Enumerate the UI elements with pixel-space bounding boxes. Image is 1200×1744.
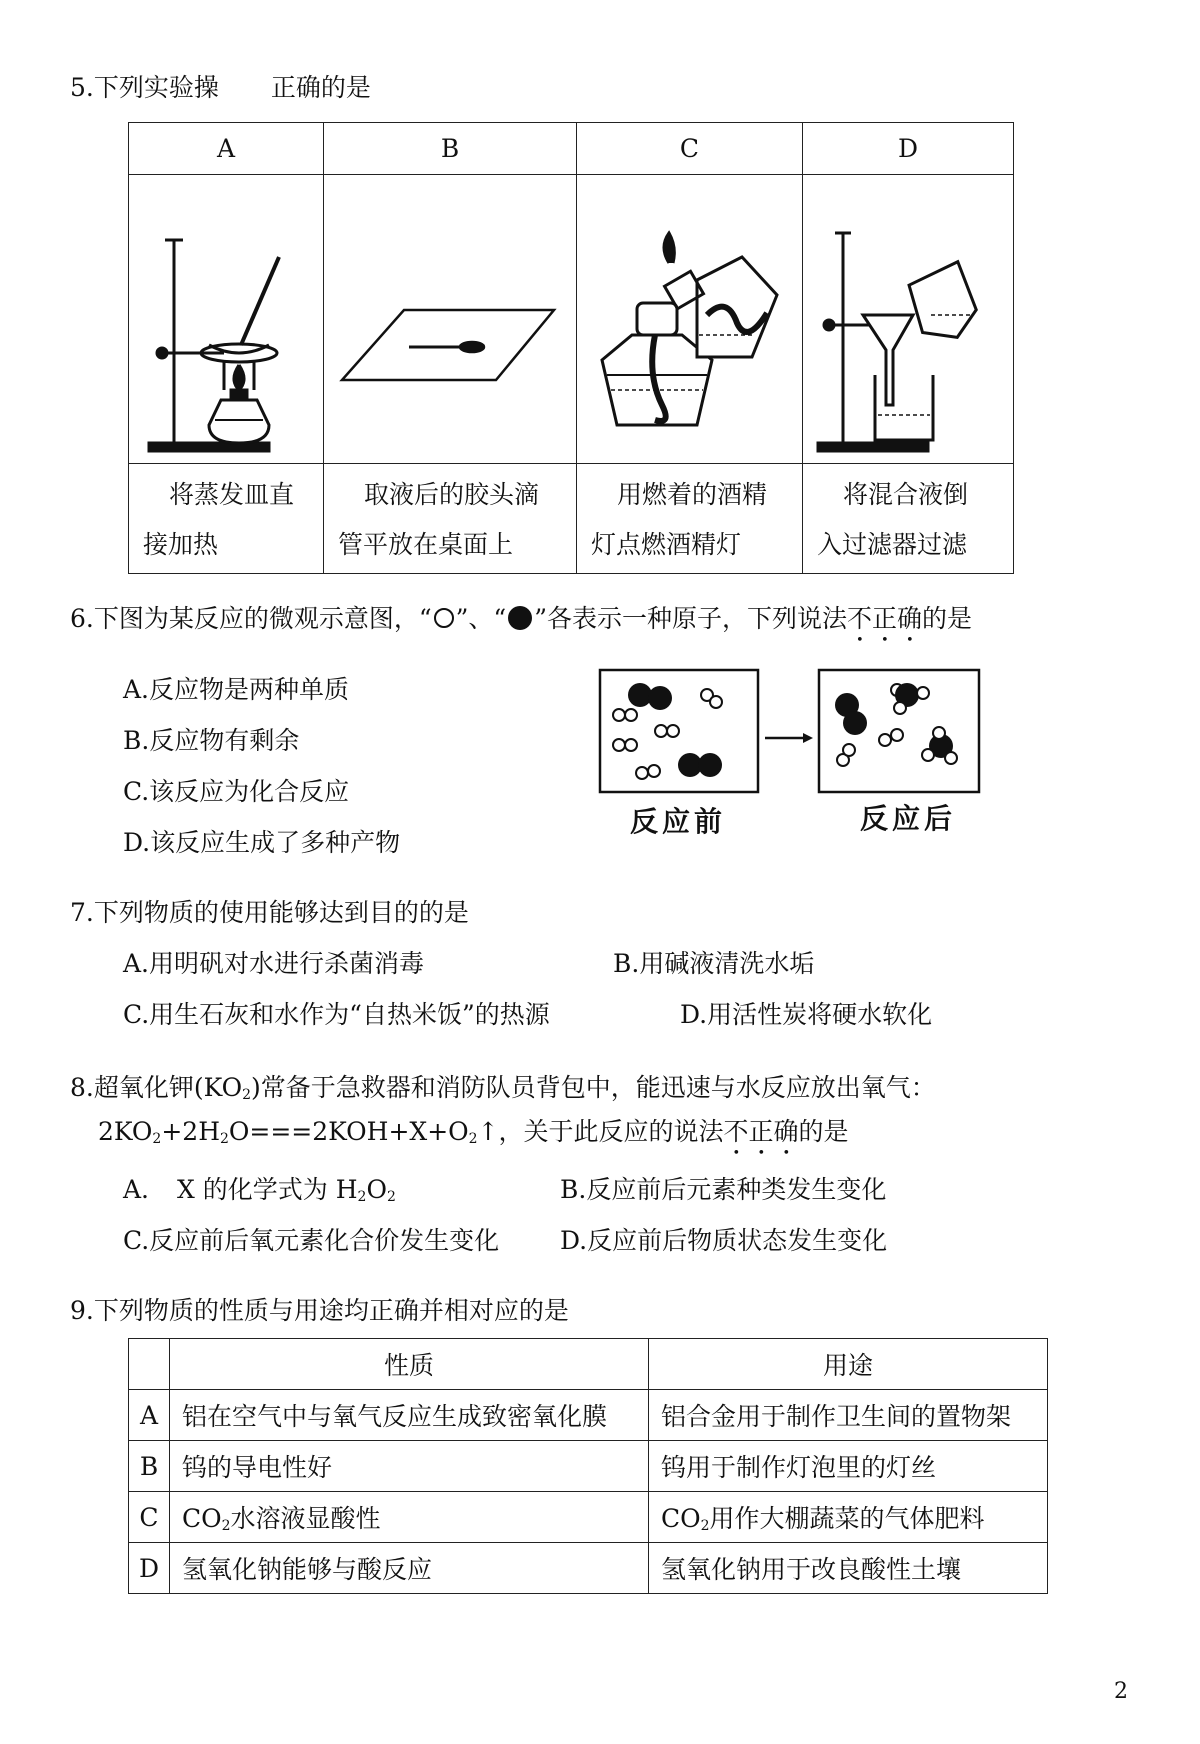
q8-stem-sub: 2 bbox=[242, 1087, 252, 1103]
q8-option-a-label: A. bbox=[123, 1175, 150, 1204]
q5-table bbox=[128, 122, 1014, 574]
q5-caption-b-line1: 取液后的胶头滴 bbox=[364, 480, 540, 509]
co2-sub: 2 bbox=[700, 1518, 710, 1534]
q6-option-a: A.反应物是两种单质 bbox=[123, 675, 350, 704]
q6-stem-part2: ”、“ bbox=[455, 604, 507, 633]
q8-stem-part2: )常备于急救器和消防队员背包中，能迅速与水反应放出氧气： bbox=[251, 1073, 936, 1102]
q5-image-c bbox=[577, 175, 803, 464]
q5-stem-part2: 正确的是 bbox=[270, 73, 371, 102]
q9-row-property bbox=[170, 1492, 649, 1543]
q5-stem bbox=[70, 73, 371, 103]
q8-option-a-sub2: 2 bbox=[386, 1189, 396, 1205]
q9-row-key: C bbox=[129, 1492, 170, 1543]
page-number: 2 bbox=[1114, 1679, 1128, 1704]
q8-option-b: B.反应前后元素种类发生变化 bbox=[560, 1175, 887, 1204]
label-before: 反应前 bbox=[630, 805, 727, 838]
q5-image-b bbox=[324, 175, 577, 464]
q6-stem-emphasis: 不正确 bbox=[847, 604, 923, 633]
table-row bbox=[129, 1390, 1048, 1441]
table-row bbox=[129, 1492, 1048, 1543]
q7-stem: 7.下列物质的使用能够达到目的的是 bbox=[70, 898, 469, 927]
q5-header-c: C bbox=[577, 123, 803, 175]
q5-caption-b-line2: 管平放在桌面上 bbox=[338, 530, 514, 559]
q5-caption-c-line2: 灯点燃酒精灯 bbox=[591, 530, 742, 559]
q6-stem-part1: 6.下图为某反应的微观示意图，“ bbox=[70, 604, 432, 633]
q5-header-b: B bbox=[324, 123, 577, 175]
q5-header-d: D bbox=[803, 123, 1014, 175]
q9-row-use: 钨用于制作灯泡里的灯丝 bbox=[649, 1441, 1048, 1492]
q7-option-b: B.用碱液清洗水垢 bbox=[613, 949, 815, 978]
q6-stem bbox=[70, 604, 972, 648]
q6-option-d: D.该反应生成了多种产物 bbox=[123, 828, 401, 857]
solid-atom-icon bbox=[508, 606, 532, 630]
co2-text: CO bbox=[661, 1504, 701, 1533]
eq-sub-2: 2 bbox=[220, 1131, 229, 1147]
q6-stem-part4: 的是 bbox=[922, 604, 973, 633]
q5-image-a bbox=[129, 175, 324, 464]
q9-row-key: A bbox=[129, 1390, 170, 1441]
eq-sub-3: 2 bbox=[468, 1131, 478, 1147]
q5-caption-a-line2: 接加热 bbox=[143, 530, 219, 559]
q9-header-use: 用途 bbox=[649, 1339, 1048, 1390]
q9-row-key: B bbox=[129, 1441, 170, 1492]
q8-stem-part1: 8.超氧化钾(KO bbox=[70, 1073, 243, 1102]
co2-sub: 2 bbox=[221, 1518, 231, 1534]
eq-part-2: +2H bbox=[161, 1117, 220, 1146]
q5-caption-b bbox=[324, 464, 577, 574]
q6-option-c: C.该反应为化合反应 bbox=[123, 777, 350, 806]
q9-row-property: 铝在空气中与氧气反应生成致密氧化膜 bbox=[170, 1390, 649, 1441]
evaporation-apparatus-icon bbox=[129, 175, 323, 463]
q8-option-a-mid: O bbox=[366, 1175, 387, 1204]
eq-sub-1: 2 bbox=[152, 1131, 162, 1147]
q8-emphasis: 不正确 bbox=[723, 1117, 799, 1146]
table-row bbox=[129, 1543, 1048, 1594]
q5-caption-d-line1: 将混合液倒 bbox=[843, 480, 969, 509]
q9-table bbox=[128, 1338, 1048, 1594]
eq-part-1: 2KO bbox=[98, 1117, 153, 1146]
q8-option-c: C.反应前后氧元素化合价发生变化 bbox=[123, 1226, 500, 1255]
hollow-atom-icon bbox=[434, 608, 454, 628]
q7-option-d: D.用活性炭将硬水软化 bbox=[680, 1000, 933, 1029]
q8-equation bbox=[98, 1117, 849, 1161]
q8-option-a-sub1: 2 bbox=[357, 1189, 367, 1205]
table-row bbox=[129, 1441, 1048, 1492]
q8-option-d: D.反应前后物质状态发生变化 bbox=[560, 1226, 888, 1255]
q7-option-a: A.用明矾对水进行杀菌消毒 bbox=[123, 949, 425, 978]
q9-header-key bbox=[129, 1339, 170, 1390]
q9-row-property: 氢氧化钠能够与酸反应 bbox=[170, 1543, 649, 1594]
eq-part-4: ↑，关于此反应的说法 bbox=[477, 1117, 724, 1146]
q8-stem bbox=[70, 1073, 936, 1110]
q5-caption-d bbox=[803, 464, 1014, 574]
q7-option-c: C.用生石灰和水作为“自热米饭”的热源 bbox=[123, 1000, 550, 1029]
q9-header-property: 性质 bbox=[170, 1339, 649, 1390]
q5-header-a: A bbox=[129, 123, 324, 175]
q9-row-use: 氢氧化钠用于改良酸性土壤 bbox=[649, 1543, 1048, 1594]
property-text: 水溶液显酸性 bbox=[230, 1504, 381, 1533]
dropper-on-table-icon bbox=[324, 175, 576, 463]
q9-row-key: D bbox=[129, 1543, 170, 1594]
q5-caption-a bbox=[129, 464, 324, 574]
q9-stem: 9.下列物质的性质与用途均正确并相对应的是 bbox=[70, 1296, 569, 1325]
co2-text: CO bbox=[182, 1504, 222, 1533]
alcohol-lamp-icon bbox=[577, 175, 802, 463]
eq-end: 的是 bbox=[798, 1117, 849, 1146]
q8-option-a-text: X 的化学式为 H bbox=[177, 1175, 358, 1204]
eq-part-3: O===2KOH+X+O bbox=[228, 1117, 469, 1146]
q5-image-d bbox=[803, 175, 1014, 464]
q5-caption-c-line1: 用燃着的酒精 bbox=[617, 480, 768, 509]
q5-stem-part1: 5.下列实验操 bbox=[70, 73, 219, 102]
after-molecules bbox=[835, 683, 957, 766]
q9-row-use: 铝合金用于制作卫生间的置物架 bbox=[649, 1390, 1048, 1441]
q6-option-b: B.反应物有剩余 bbox=[123, 726, 300, 755]
q9-row-property: 钨的导电性好 bbox=[170, 1441, 649, 1492]
q8-option-a bbox=[123, 1175, 396, 1212]
use-text: 用作大棚蔬菜的气体肥料 bbox=[709, 1504, 985, 1533]
q5-caption-d-line2: 入过滤器过滤 bbox=[817, 530, 968, 559]
q6-stem-part3: ”各表示一种原子，下列说法 bbox=[534, 604, 847, 633]
filtration-apparatus-icon bbox=[803, 175, 1013, 463]
reaction-arrow-head bbox=[803, 733, 813, 743]
q9-row-use bbox=[649, 1492, 1048, 1543]
q5-caption-a-line1: 将蒸发皿直 bbox=[169, 480, 295, 509]
q5-caption-c bbox=[577, 464, 803, 574]
label-after: 反应后 bbox=[860, 802, 957, 835]
